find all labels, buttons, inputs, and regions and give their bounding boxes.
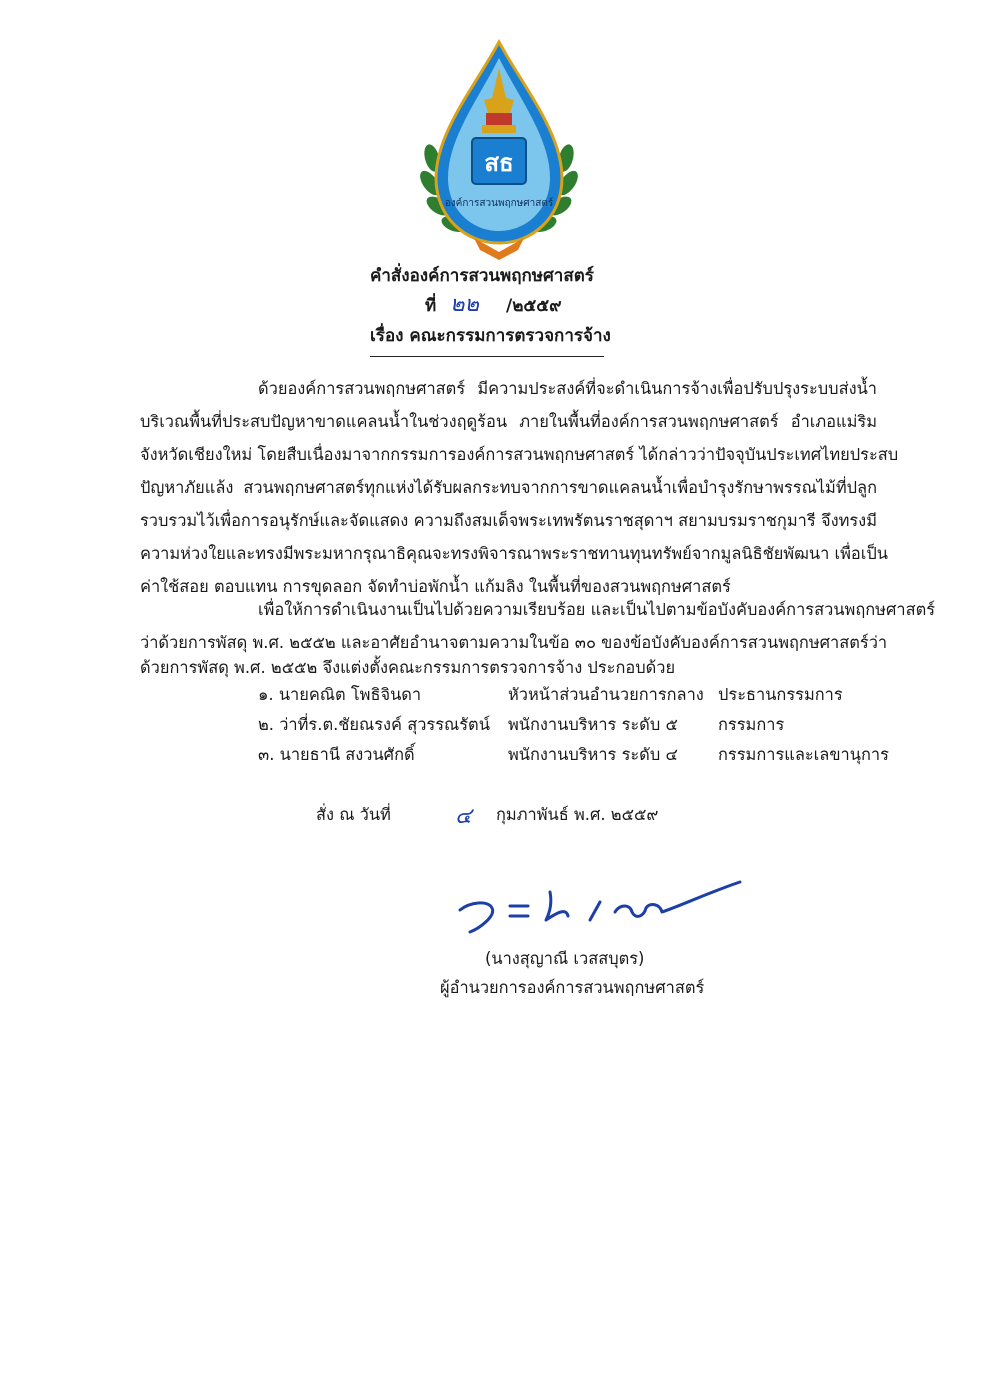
body-line: เพื่อให้การดำเนินงานเป็นไปด้วยความเรียบร้อย และเป็นไปตามข้อบังคับองค์การสวนพฤกษศาสตร์ (258, 600, 936, 619)
member-name: ๒. ว่าที่ร.ต.ชัยณรงค์ สุวรรณรัตน์ (258, 715, 490, 734)
order-number-year: /๒๕๕๙ (506, 296, 562, 316)
member-position: พนักงานบริหาร ระดับ ๕ (508, 715, 678, 734)
order-number-prefix: ที่ (425, 296, 437, 316)
body-line: ปัญหาภัยแล้ง สวนพฤกษศาสตร์ทุกแห่งได้รับผลกระทบจากการขาดแคลนน้ำเพื่อบำรุงรักษาพรรณไม้ที่ปลูก (140, 478, 877, 497)
handwritten-signature (440, 872, 750, 942)
body-line: บริเวณพื้นที่ประสบปัญหาขาดแคลนน้ำในช่วงฤดูร้อน ภายในพื้นที่องค์การสวนพฤกษศาสตร์ อำเภอแม่ริม (140, 412, 877, 431)
signatory-name: (นางสุญาณี เวสสบุตร) (485, 949, 645, 968)
member-role: กรรมการและเลขานุการ (718, 745, 889, 764)
signatory-title: ผู้อำนวยการองค์การสวนพฤกษศาสตร์ (440, 978, 705, 997)
logo-caption: องค์การสวนพฤกษศาสตร์ (444, 198, 554, 209)
body-line: จังหวัดเชียงใหม่ โดยสืบเนื่องมาจากกรรมการองค์การสวนพฤกษศาสตร์ ได้กล่าวว่าปัจจุบันประเทศไทยประสบ (140, 445, 899, 464)
header-divider (370, 356, 604, 357)
organization-logo (414, 38, 584, 263)
body-line: รวบรวมไว้เพื่อการอนุรักษ์และจัดแสดง ความถึงสมเด็จพระเทพรัตนราชสุดาฯ สยามบรมราชกุมารี จึงทรงมี (140, 511, 877, 530)
body-line: ว่าด้วยการพัสดุ พ.ศ. ๒๕๕๒ และอาศัยอำนาจตามความในข้อ ๓๐ ของข้อบังคับองค์การสวนพฤกษศาสตร์ว่า (140, 633, 888, 652)
order-subject: เรื่อง คณะกรรมการตรวจการจ้าง (370, 326, 611, 346)
logo-monogram: สธ (484, 149, 514, 177)
member-role: กรรมการ (718, 715, 785, 734)
body-line: ค่าใช้สอย ตอบแทน การขุดลอก จัดทำบ่อพักน้ำ แก้มลิง ในพื้นที่ของสวนพฤกษศาสตร์ (140, 577, 731, 596)
member-position: พนักงานบริหาร ระดับ ๔ (508, 745, 678, 764)
body-line: ด้วยการพัสดุ พ.ศ. ๒๕๕๒ จึงแต่งตั้งคณะกรรมการตรวจการจ้าง ประกอบด้วย (140, 658, 676, 677)
member-name: ๑. นายคณิต โพธิจินดา (258, 685, 422, 704)
order-date-prefix: สั่ง ณ วันที่ (316, 805, 391, 824)
order-number-handwritten: ๒๒ (450, 292, 480, 317)
member-position: หัวหน้าส่วนอำนวยการกลาง (508, 685, 704, 704)
body-line: ความห่วงใยและทรงมีพระมหากรุณาธิคุณจะทรงพิจารณาพระราชทานทุนทรัพย์จากมูลนิธิชัยพัฒนา เพื่อเป็น (140, 544, 888, 563)
body-line: ด้วยองค์การสวนพฤกษศาสตร์ มีความประสงค์ที่จะดำเนินการจ้างเพื่อปรับปรุงระบบส่งน้ำ (258, 379, 877, 398)
order-date-rest: กุมภาพันธ์ พ.ศ. ๒๕๕๙ (496, 805, 659, 824)
order-title: คำสั่งองค์การสวนพฤกษศาสตร์ (370, 266, 594, 286)
member-role: ประธานกรรมการ (718, 685, 843, 704)
order-date-day-handwritten: ๔ (455, 804, 472, 829)
member-name: ๓. นายธานี สงวนศักดิ์ (258, 745, 415, 764)
